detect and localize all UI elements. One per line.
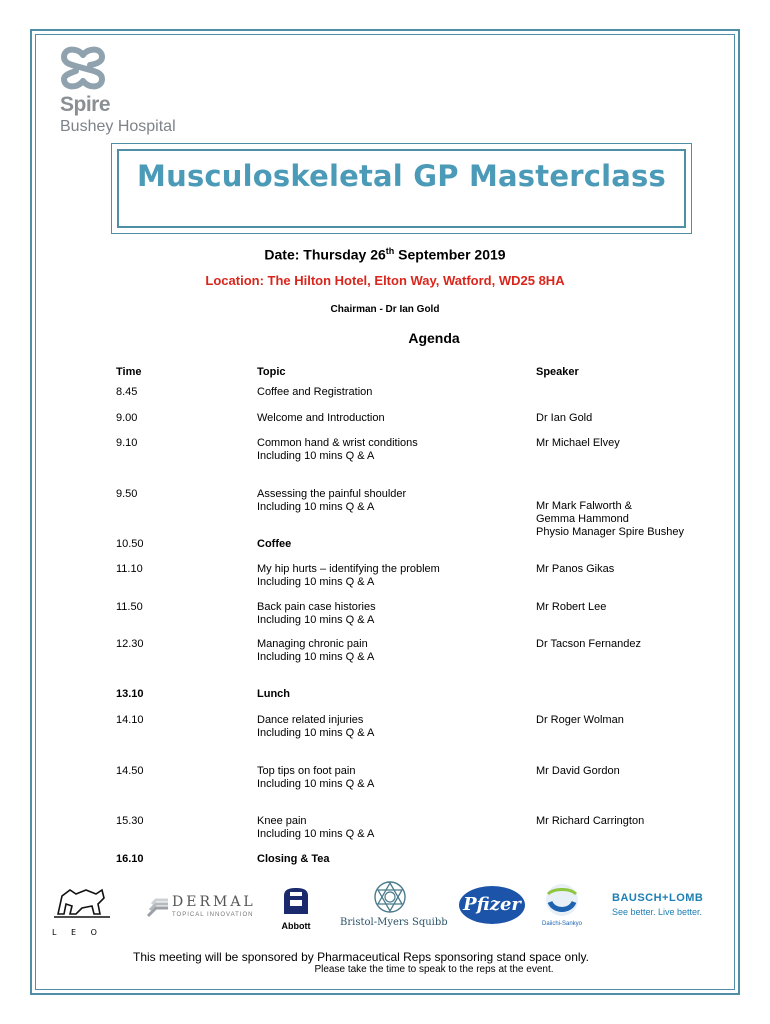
topic-line: Including 10 mins Q & A	[257, 576, 375, 588]
topic-line: Including 10 mins Q & A	[257, 501, 375, 513]
event-date-suffix: th	[385, 246, 395, 256]
row-speaker	[536, 765, 620, 778]
row-time: 11.10	[116, 563, 143, 575]
abbott-wordmark: Abbott	[281, 921, 311, 931]
row-topic	[257, 437, 418, 463]
row-speaker	[536, 638, 641, 651]
topic-line: Closing & Tea	[257, 853, 330, 865]
row-speaker	[536, 500, 684, 539]
speaker-line: Gemma Hammond	[536, 513, 629, 525]
footer-sponsorship-note: This meeting will be sponsored by Pharmaceutical Reps sponsoring stand space only.	[132, 950, 590, 964]
topic-line: Common hand & wrist conditions	[257, 437, 418, 449]
row-time: 12.30	[116, 638, 144, 650]
column-header-topic: Topic	[257, 366, 286, 378]
row-time: 15.30	[116, 815, 144, 827]
row-topic	[257, 412, 385, 425]
row-speaker	[536, 714, 624, 727]
abbott-a-icon	[281, 886, 311, 918]
speaker-line: Mr Panos Gikas	[536, 563, 615, 575]
speaker-line: Mr Richard Carrington	[536, 815, 645, 827]
event-chairman: Chairman - Dr Ian Gold	[330, 304, 440, 315]
topic-line: Back pain case histories	[257, 601, 376, 613]
row-time: 14.50	[116, 765, 144, 777]
topic-line: My hip hurts – identifying the problem	[257, 563, 440, 575]
pfizer-wordmark: Pfizer	[463, 894, 521, 915]
page-title: Musculoskeletal GP Masterclass	[137, 159, 666, 193]
row-topic	[257, 601, 376, 627]
topic-line: Including 10 mins Q & A	[257, 727, 375, 739]
row-topic	[257, 538, 291, 551]
row-topic	[257, 386, 372, 399]
topic-line: Assessing the painful shoulder	[257, 488, 407, 500]
row-speaker	[536, 815, 644, 828]
logo-brand: Spire	[60, 93, 111, 116]
bms-star-icon	[373, 880, 407, 914]
leo-wordmark: L E O	[52, 928, 103, 937]
row-speaker	[536, 437, 620, 450]
dermal-logo	[146, 894, 256, 924]
title-frame	[117, 149, 686, 228]
row-topic	[257, 714, 374, 740]
topic-line: Including 10 mins Q & A	[257, 450, 375, 462]
topic-line: Coffee and Registration	[257, 386, 373, 398]
row-topic	[257, 563, 440, 589]
bausch-lomb-wordmark: BAUSCH+LOMB	[612, 892, 704, 904]
row-time: 10.50	[116, 538, 144, 550]
speaker-line: Mr David Gordon	[536, 765, 620, 777]
column-header-speaker: Speaker	[536, 366, 579, 378]
column-header-time: Time	[116, 366, 142, 378]
row-time: 9.00	[116, 412, 138, 424]
topic-line: Coffee	[257, 538, 292, 550]
row-speaker	[536, 601, 606, 614]
event-date-rest: September 2019	[394, 246, 506, 263]
bausch-lomb-tagline: See better. Live better.	[612, 907, 703, 917]
topic-line: Dance related injuries	[257, 714, 364, 726]
bms-wordmark: Bristol-Myers Squibb	[340, 917, 448, 928]
event-date-prefix: Date: Thursday 26	[264, 246, 386, 263]
speaker-line: Mr Michael Elvey	[536, 437, 620, 449]
topic-line: Including 10 mins Q & A	[257, 614, 375, 626]
dermal-tagline: TOPICAL INNOVATION	[172, 912, 254, 918]
topic-line: Managing chronic pain	[257, 638, 368, 650]
daiichi-wordmark: Daiichi-Sankyo	[541, 921, 583, 927]
spire-logo	[52, 46, 182, 138]
abbott-logo	[274, 886, 318, 934]
lion-icon	[52, 884, 112, 920]
leo-logo	[52, 884, 112, 936]
row-time: 11.50	[116, 601, 143, 613]
daiichi-logo	[540, 882, 584, 934]
speaker-line: Dr Tacson Fernandez	[536, 638, 641, 650]
row-time: 13.10	[116, 688, 144, 700]
dermal-stripes-icon	[146, 896, 170, 918]
speaker-line: Mr Mark Falworth &	[536, 500, 632, 512]
topic-line: Knee pain	[257, 815, 307, 827]
topic-line: Lunch	[257, 688, 290, 700]
speaker-line: Mr Robert Lee	[536, 601, 607, 613]
row-time: 16.10	[116, 853, 144, 865]
topic-line: Welcome and Introduction	[257, 412, 385, 424]
agenda-heading: Agenda	[408, 330, 460, 346]
topic-line: Including 10 mins Q & A	[257, 828, 375, 840]
event-location: Location: The Hilton Hotel, Elton Way, Watford, WD25 8HA	[205, 273, 565, 288]
row-time: 14.10	[116, 714, 144, 726]
row-speaker	[536, 412, 592, 425]
bms-logo	[340, 880, 448, 934]
row-topic	[257, 815, 374, 841]
row-topic	[257, 488, 406, 514]
row-time: 9.10	[116, 437, 138, 449]
speaker-line: Dr Ian Gold	[536, 412, 593, 424]
row-topic	[257, 765, 374, 791]
pfizer-logo	[457, 884, 527, 926]
dermal-wordmark: DERMAL	[172, 894, 256, 910]
topic-line: Including 10 mins Q & A	[257, 778, 375, 790]
bausch-lomb-logo	[612, 892, 724, 926]
row-time: 8.45	[116, 386, 138, 398]
speaker-line: Dr Roger Wolman	[536, 714, 624, 726]
topic-line: Including 10 mins Q & A	[257, 651, 375, 663]
daiichi-sphere-icon	[544, 882, 580, 918]
footer-reps-note: Please take the time to speak to the reps at the event.	[314, 964, 554, 975]
row-topic	[257, 688, 290, 701]
row-time: 9.50	[116, 488, 138, 500]
row-speaker	[536, 563, 614, 576]
sponsor-logos	[50, 878, 730, 938]
logo-subtitle: Bushey Hospital	[60, 118, 176, 135]
spire-mark-icon	[60, 46, 106, 90]
row-topic	[257, 638, 374, 664]
row-topic	[257, 853, 330, 866]
topic-line: Top tips on foot pain	[257, 765, 356, 777]
speaker-line: Physio Manager Spire Bushey	[536, 526, 684, 538]
event-date	[0, 246, 770, 263]
